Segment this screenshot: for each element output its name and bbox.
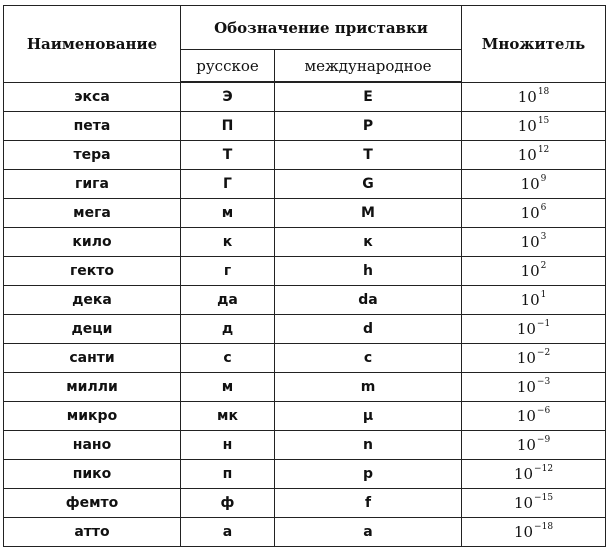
prefix-name-cell: атто: [4, 518, 181, 547]
multiplier-exponent: 6: [540, 203, 547, 213]
international-symbol-cell: da: [275, 286, 462, 315]
multiplier-cell: [462, 344, 606, 373]
multiplier-cell: [462, 286, 606, 315]
prefix-table-container: [3, 5, 606, 547]
table-row: [4, 199, 606, 228]
multiplier-base: 10: [516, 407, 536, 425]
prefix-name-cell: гекто: [4, 257, 181, 286]
international-symbol-cell: f: [275, 489, 462, 518]
international-symbol-cell: d: [275, 315, 462, 344]
prefix-name-cell: микро: [4, 402, 181, 431]
table-header: [4, 6, 606, 83]
russian-symbol-cell: д: [181, 315, 275, 344]
table-row: [4, 460, 606, 489]
prefix-name-cell: нано: [4, 431, 181, 460]
russian-symbol-cell: н: [181, 431, 275, 460]
prefix-table: [3, 5, 606, 547]
international-symbol-cell: к: [275, 228, 462, 257]
multiplier-cell: [462, 460, 606, 489]
international-symbol-cell: μ: [275, 402, 462, 431]
international-symbol-cell: h: [275, 257, 462, 286]
international-symbol-cell: G: [275, 170, 462, 199]
russian-symbol-cell: п: [181, 460, 275, 489]
russian-symbol-cell: да: [181, 286, 275, 315]
multiplier-cell: [462, 518, 606, 547]
column-header-name: Наименование: [4, 6, 181, 83]
table-row: [4, 489, 606, 518]
multiplier-cell: [462, 82, 606, 112]
column-header-multiplier: Множитель: [462, 6, 606, 83]
international-symbol-cell: E: [275, 82, 462, 112]
international-symbol-cell: n: [275, 431, 462, 460]
russian-symbol-cell: к: [181, 228, 275, 257]
multiplier-exponent: 1: [540, 290, 547, 300]
multiplier-base: 10: [517, 117, 537, 135]
prefix-name-cell: кило: [4, 228, 181, 257]
multiplier-exponent: −15: [534, 493, 554, 503]
multiplier-exponent: 15: [537, 116, 550, 126]
international-symbol-cell: p: [275, 460, 462, 489]
multiplier-base: 10: [516, 378, 536, 396]
multiplier-exponent: 3: [540, 232, 547, 242]
table-row: [4, 228, 606, 257]
prefix-name-cell: фемто: [4, 489, 181, 518]
international-symbol-cell: T: [275, 141, 462, 170]
multiplier-base: 10: [516, 349, 536, 367]
multiplier-exponent: −12: [534, 464, 554, 474]
multiplier-cell: [462, 141, 606, 170]
column-header-international: международное: [275, 50, 462, 83]
multiplier-exponent: 9: [540, 174, 547, 184]
multiplier-base: 10: [513, 523, 534, 541]
multiplier-exponent: 12: [537, 145, 550, 155]
prefix-name-cell: пико: [4, 460, 181, 489]
multiplier-exponent: −2: [536, 348, 551, 358]
table-row: [4, 141, 606, 170]
multiplier-cell: [462, 315, 606, 344]
russian-symbol-cell: а: [181, 518, 275, 547]
table-row: [4, 518, 606, 547]
multiplier-cell: [462, 431, 606, 460]
russian-symbol-cell: Т: [181, 141, 275, 170]
column-header-russian: русское: [181, 50, 275, 83]
prefix-name-cell: деци: [4, 315, 181, 344]
multiplier-base: 10: [517, 146, 537, 164]
prefix-name-cell: мега: [4, 199, 181, 228]
multiplier-base: 10: [513, 494, 534, 512]
multiplier-cell: [462, 257, 606, 286]
prefix-name-cell: санти: [4, 344, 181, 373]
international-symbol-cell: c: [275, 344, 462, 373]
multiplier-exponent: 2: [540, 261, 547, 271]
multiplier-cell: [462, 170, 606, 199]
table-row: [4, 170, 606, 199]
prefix-name-cell: дека: [4, 286, 181, 315]
prefix-name-cell: пета: [4, 112, 181, 141]
international-symbol-cell: M: [275, 199, 462, 228]
column-group-header-prefix-symbol: Обозначение приставки: [181, 6, 462, 50]
table-row: [4, 402, 606, 431]
table-row: [4, 112, 606, 141]
prefix-name-cell: гига: [4, 170, 181, 199]
russian-symbol-cell: с: [181, 344, 275, 373]
prefix-name-cell: тера: [4, 141, 181, 170]
russian-symbol-cell: П: [181, 112, 275, 141]
table-row: [4, 82, 606, 112]
multiplier-cell: [462, 199, 606, 228]
prefix-name-cell: милли: [4, 373, 181, 402]
table-body: [4, 82, 606, 547]
table-row: [4, 257, 606, 286]
russian-symbol-cell: м: [181, 199, 275, 228]
multiplier-exponent: −3: [536, 377, 551, 387]
multiplier-exponent: −9: [536, 435, 551, 445]
multiplier-exponent: 18: [537, 86, 550, 97]
table-row: [4, 286, 606, 315]
multiplier-base: 10: [520, 291, 540, 309]
multiplier-cell: [462, 373, 606, 402]
russian-symbol-cell: Г: [181, 170, 275, 199]
multiplier-base: 10: [516, 320, 536, 338]
russian-symbol-cell: мк: [181, 402, 275, 431]
international-symbol-cell: m: [275, 373, 462, 402]
russian-symbol-cell: м: [181, 373, 275, 402]
international-symbol-cell: a: [275, 518, 462, 547]
multiplier-base: 10: [520, 175, 540, 193]
international-symbol-cell: P: [275, 112, 462, 141]
multiplier-exponent: −1: [536, 319, 551, 329]
multiplier-base: 10: [513, 465, 534, 483]
russian-symbol-cell: ф: [181, 489, 275, 518]
multiplier-cell: [462, 402, 606, 431]
table-row: [4, 373, 606, 402]
multiplier-base: 10: [520, 262, 540, 280]
table-row: [4, 431, 606, 460]
russian-symbol-cell: Э: [181, 82, 275, 112]
multiplier-base: 10: [520, 233, 540, 251]
multiplier-cell: [462, 489, 606, 518]
multiplier-exponent: −6: [536, 406, 551, 416]
multiplier-exponent: −18: [534, 522, 554, 532]
multiplier-base: 10: [520, 204, 540, 222]
multiplier-base: 10: [516, 436, 536, 454]
russian-symbol-cell: г: [181, 257, 275, 286]
multiplier-cell: [462, 112, 606, 141]
table-row: [4, 315, 606, 344]
prefix-name-cell: экса: [4, 82, 181, 112]
multiplier-cell: [462, 228, 606, 257]
table-row: [4, 344, 606, 373]
multiplier-base: 10: [517, 87, 537, 106]
